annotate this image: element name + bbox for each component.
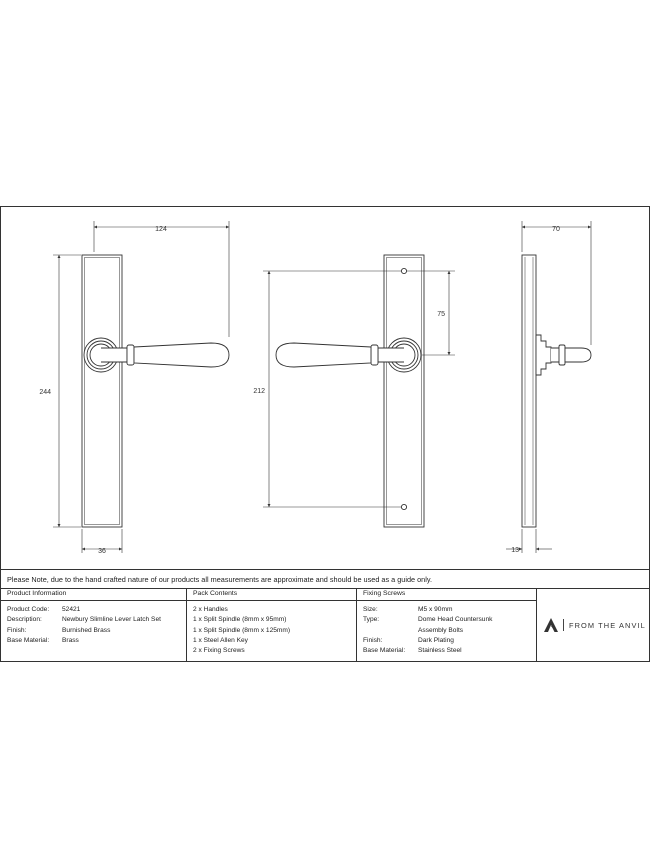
front-lever-collar (127, 345, 134, 365)
row-value: M5 x 90mm (418, 606, 453, 613)
rear-lever (276, 343, 371, 367)
row-value: Brass (62, 636, 79, 644)
side-dimensions (506, 221, 591, 553)
brand-separator (563, 619, 564, 631)
dim-plate-width: 36 (98, 548, 106, 555)
front-view (82, 255, 229, 527)
rear-backplate (384, 255, 424, 527)
dim-width-total: 124 (155, 226, 167, 233)
side-rose-profile (536, 335, 551, 375)
dim-height-total: 244 (39, 389, 51, 396)
size-row (363, 605, 536, 615)
brand-block (537, 588, 649, 662)
rear-bottom-screw-hole (401, 504, 406, 509)
front-lever (134, 343, 229, 367)
side-collar (559, 345, 565, 365)
row-value: Burnished Brass (62, 626, 111, 634)
info-table (1, 588, 649, 662)
side-backplate (522, 255, 536, 527)
screw-base-material-row (363, 646, 536, 656)
side-view (522, 255, 591, 527)
row-label: Product Code: (7, 606, 50, 613)
pack-contents-column (187, 588, 357, 662)
dim-spindle-to-screw: 212 (253, 388, 265, 395)
brand-name: FROM THE ANVIL (569, 620, 646, 630)
technical-drawing-sheet (0, 206, 650, 662)
row-label: Size: (363, 606, 378, 613)
pack-item: 2 x Fixing Screws (193, 647, 245, 655)
type-continued-row (363, 626, 536, 636)
rear-backplate-inner (387, 258, 422, 525)
row-label: Base Material: (363, 647, 406, 655)
finish-row (7, 626, 186, 636)
screw-finish-row (363, 636, 536, 646)
fixing-screws-heading: Fixing Screws (357, 588, 536, 601)
side-lever-end (565, 348, 591, 362)
rear-dimensions (263, 271, 455, 507)
row-label: Finish: (7, 626, 27, 634)
front-dimensions (53, 221, 229, 553)
drawing-area (1, 207, 649, 567)
measurement-note: Please Note, due to the hand crafted nature of our products all measurements are approximate and should be used as a guide only. (1, 569, 649, 589)
row-label: Finish: (363, 636, 383, 644)
rear-lever-collar (371, 345, 378, 365)
type-row (363, 615, 536, 625)
row-value: Newbury Slimline Lever Latch Set (62, 616, 161, 624)
pack-contents-body (187, 601, 356, 656)
pack-contents-heading: Pack Contents (187, 588, 356, 601)
front-backplate (82, 255, 122, 527)
pack-item: 2 x Handles (193, 606, 228, 613)
rear-lever-neck (378, 348, 404, 362)
pack-item: 1 x Split Spindle (8mm x 125mm) (193, 626, 291, 634)
fixing-screws-column (357, 588, 537, 662)
anvil-a-logo-icon (541, 615, 561, 635)
product-information-heading: Product Information (1, 588, 186, 601)
base-material-row (7, 636, 186, 646)
description-row (7, 615, 186, 625)
product-code-row (7, 605, 186, 615)
front-lever-neck (101, 348, 127, 362)
rear-top-screw-hole (401, 268, 406, 273)
row-value: Stainless Steel (418, 647, 462, 655)
rear-view (276, 255, 424, 527)
dim-projection: 70 (552, 226, 560, 233)
row-value: Dark Plating (418, 636, 454, 644)
pack-item: 1 x Steel Allen Key (193, 636, 248, 644)
dim-plate-depth: 13 (511, 547, 519, 554)
product-information-body (1, 601, 186, 646)
row-label (363, 626, 418, 636)
row-label: Type: (363, 616, 380, 624)
row-label: Description: (7, 616, 42, 624)
front-backplate-inner (85, 258, 120, 525)
fixing-screws-body (357, 601, 536, 656)
row-value: Dome Head Countersunk (418, 616, 493, 624)
row-value: Assembly Bolts (418, 626, 464, 634)
dim-spindle-to-top-screw: 75 (437, 311, 445, 318)
row-label: Base Material: (7, 636, 50, 644)
pack-item: 1 x Split Spindle (8mm x 95mm) (193, 616, 287, 624)
product-information-column (1, 588, 187, 662)
row-value: 52421 (62, 606, 81, 613)
